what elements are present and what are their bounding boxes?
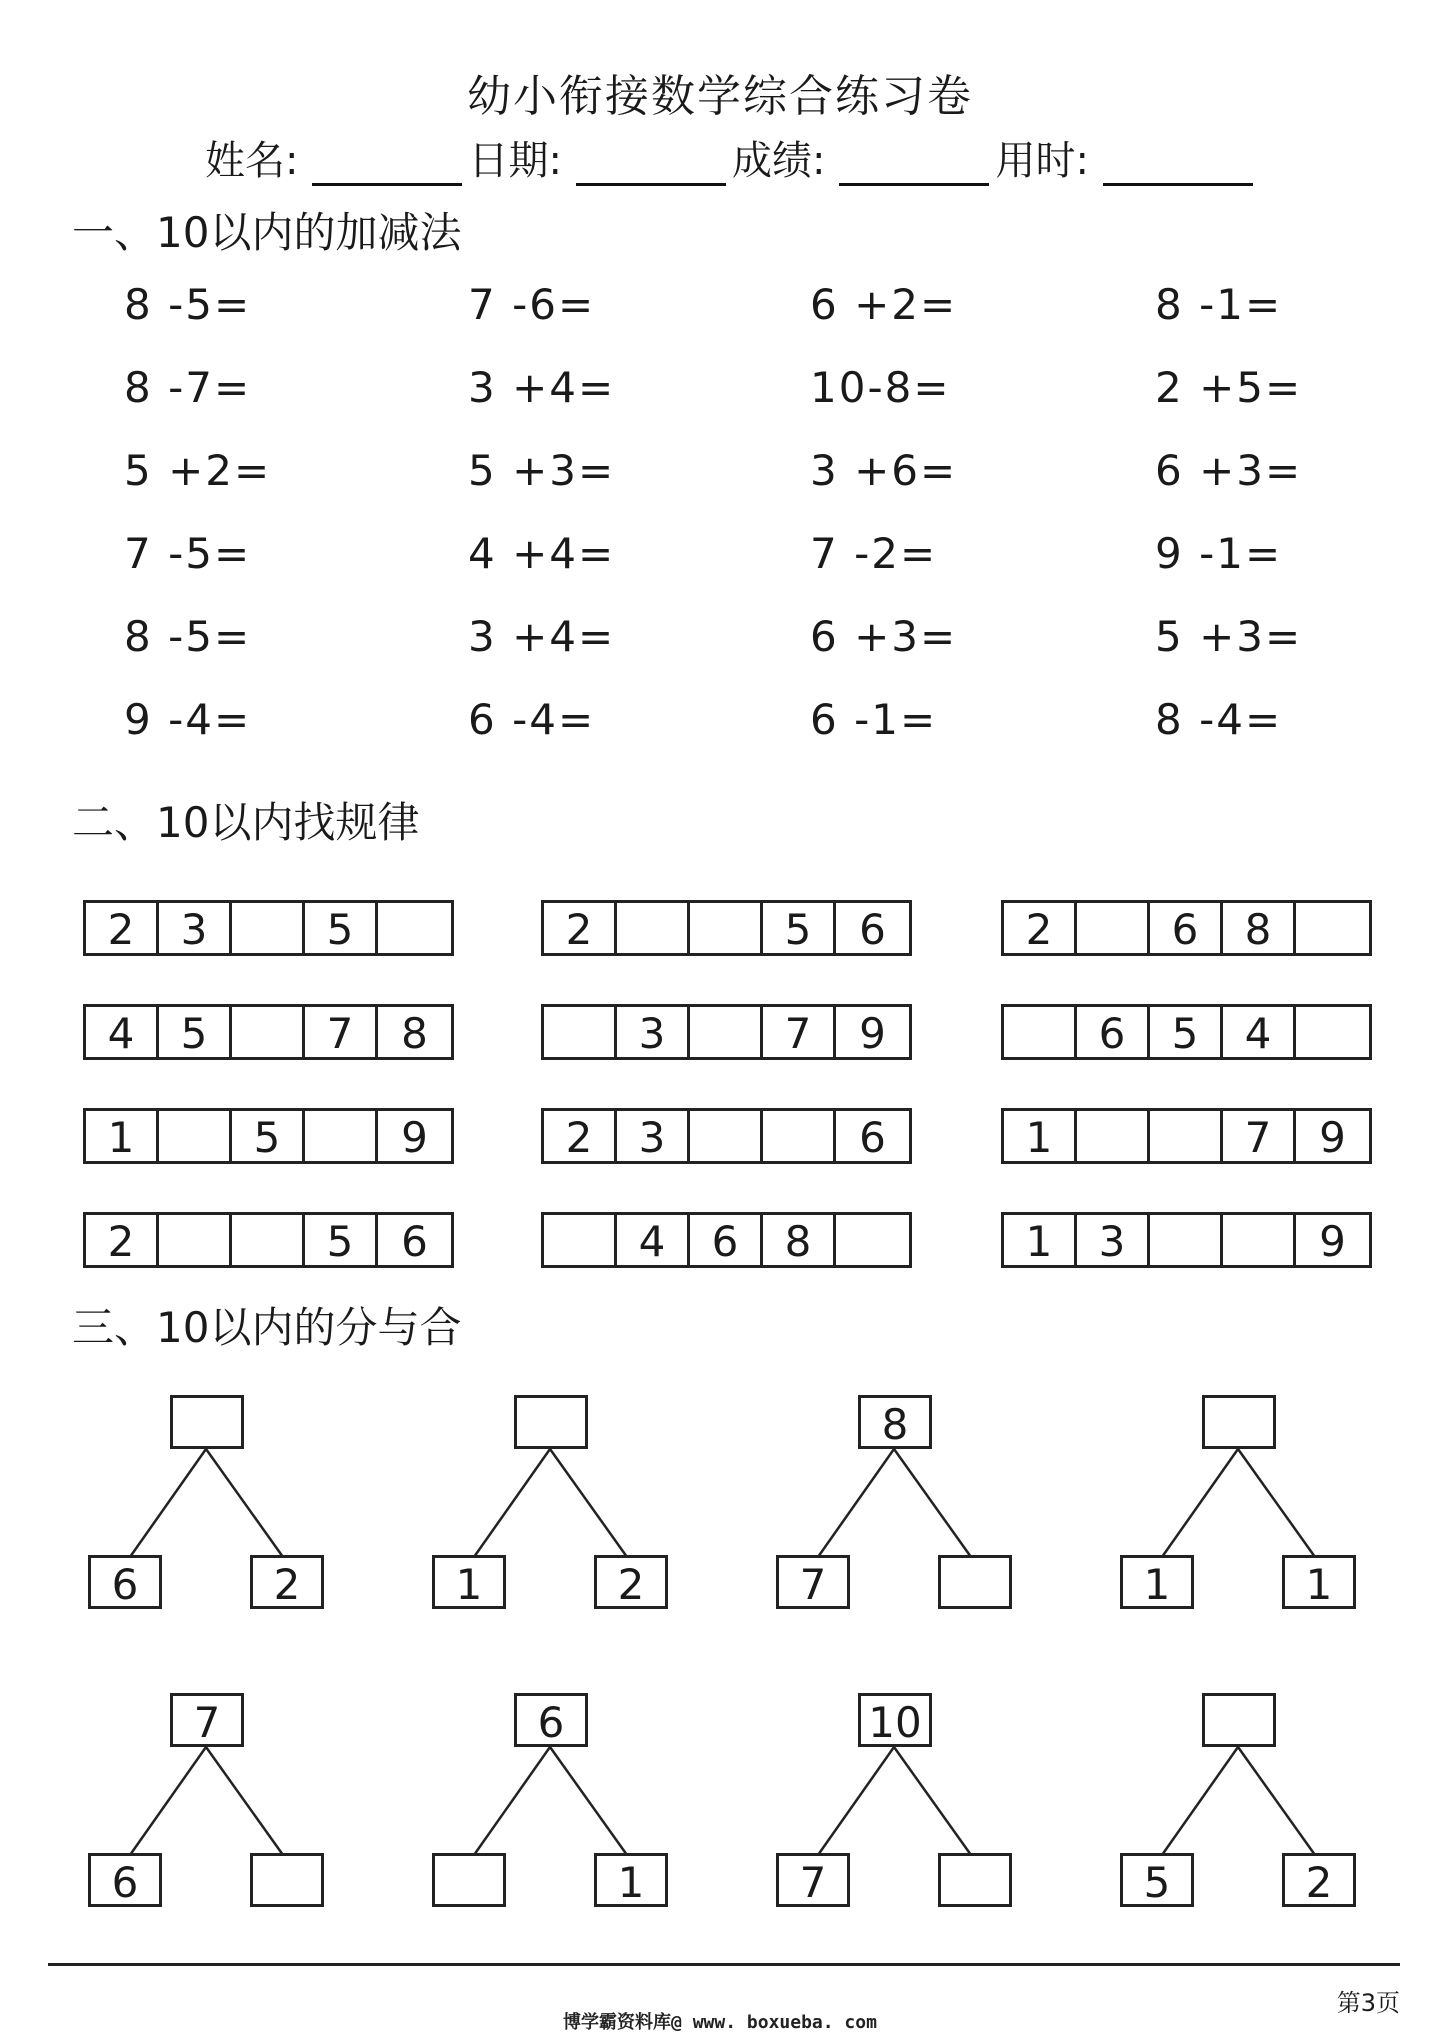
date-label: 日期: (468, 138, 562, 184)
bond-whole-box-blank[interactable] (170, 1395, 244, 1449)
pattern-cell: 1 (1004, 1215, 1077, 1265)
pattern-blank-cell[interactable] (1223, 1215, 1296, 1265)
score-blank[interactable] (839, 146, 989, 186)
bond-whole-box-blank[interactable] (1202, 1693, 1276, 1747)
arithmetic-problem: 3 +4= (468, 363, 616, 412)
pattern-sequence (83, 1108, 454, 1164)
bond-line-right (206, 1747, 283, 1855)
number-bond (88, 1395, 318, 1625)
pattern-cell: 2 (86, 903, 159, 953)
bond-part-right-box: 1 (594, 1853, 668, 1907)
pattern-cell: 5 (763, 903, 836, 953)
pattern-sequence (83, 900, 454, 956)
pattern-blank-cell[interactable] (1077, 903, 1150, 953)
pattern-sequence (1001, 1108, 1372, 1164)
bond-whole-box: 8 (858, 1395, 932, 1449)
score-field (732, 129, 995, 186)
number-bond (432, 1693, 662, 1923)
pattern-blank-cell[interactable] (763, 1111, 836, 1161)
arithmetic-problem: 10-8= (810, 363, 951, 412)
footer-divider (48, 1963, 1400, 1966)
pattern-cell: 4 (617, 1215, 690, 1265)
bond-line-right (550, 1449, 627, 1557)
arithmetic-problem: 6 +2= (810, 280, 958, 329)
pattern-cell: 1 (86, 1111, 159, 1161)
section-heading-arithmetic: 一、10以内的加减法 (72, 208, 462, 257)
time-blank[interactable] (1103, 146, 1253, 186)
worksheet-title: 幼小衔接数学综合练习卷 (467, 71, 973, 122)
pattern-cell: 3 (1077, 1215, 1150, 1265)
pattern-cell: 7 (1223, 1111, 1296, 1161)
bond-line-left (1162, 1449, 1238, 1557)
bond-whole-box: 10 (858, 1693, 932, 1747)
pattern-blank-cell[interactable] (690, 903, 763, 953)
pattern-cell: 6 (859, 1113, 886, 1162)
pattern-cell: 5 (159, 1007, 232, 1057)
arithmetic-problem: 7 -6= (468, 280, 596, 329)
arithmetic-problem: 7 -2= (810, 529, 938, 578)
bond-part-left-box: 1 (432, 1555, 506, 1609)
pattern-blank-cell[interactable] (1004, 1007, 1077, 1057)
bond-line-left (130, 1449, 206, 1557)
pattern-cell: 7 (763, 1007, 836, 1057)
pattern-cell: 6 (859, 905, 886, 954)
pattern-sequence (83, 1004, 454, 1060)
pattern-sequence (83, 1212, 454, 1268)
pattern-cell: 4 (1223, 1007, 1296, 1057)
pattern-cell: 5 (232, 1111, 305, 1161)
pattern-sequence (1001, 1004, 1372, 1060)
arithmetic-problem: 7 -5= (124, 529, 252, 578)
arithmetic-grid (0, 280, 1440, 780)
pattern-cell: 8 (1223, 903, 1296, 953)
pattern-blank-cell[interactable] (544, 1007, 617, 1057)
student-info-row (205, 130, 1259, 186)
pattern-cell: 7 (305, 1007, 378, 1057)
section-heading-patterns: 二、10以内找规律 (72, 798, 420, 847)
arithmetic-problem: 9 -1= (1155, 529, 1283, 578)
time-field (995, 129, 1258, 186)
arithmetic-problem: 6 -4= (468, 695, 596, 744)
number-bond (776, 1395, 1006, 1625)
bond-line-left (818, 1449, 894, 1557)
number-bond (1120, 1395, 1350, 1625)
bond-line-left (1162, 1747, 1238, 1855)
bond-part-right-box-blank[interactable] (938, 1853, 1012, 1907)
bond-line-left (818, 1747, 894, 1855)
pattern-cell: 3 (617, 1111, 690, 1161)
bond-part-right-box: 2 (250, 1555, 324, 1609)
pattern-grid (0, 895, 1440, 1295)
arithmetic-problem: 8 -5= (124, 280, 252, 329)
pattern-blank-cell[interactable] (1150, 1111, 1223, 1161)
pattern-cell: 9 (859, 1009, 886, 1058)
pattern-cell: 6 (401, 1217, 428, 1266)
bond-part-left-box: 6 (88, 1555, 162, 1609)
pattern-sequence (1001, 900, 1372, 956)
pattern-cell: 3 (617, 1007, 690, 1057)
pattern-cell: 5 (305, 1215, 378, 1265)
pattern-cell: 5 (305, 903, 378, 953)
bond-part-right-box-blank[interactable] (250, 1853, 324, 1907)
date-blank[interactable] (576, 146, 726, 186)
page-number: 第3页 (1336, 1989, 1400, 2017)
pattern-blank-cell[interactable] (617, 903, 690, 953)
pattern-blank-cell[interactable] (690, 1111, 763, 1161)
pattern-blank-cell[interactable] (544, 1215, 617, 1265)
bond-whole-box: 7 (170, 1693, 244, 1747)
bond-part-right-box-blank[interactable] (938, 1555, 1012, 1609)
section-heading-number-bonds: 三、10以内的分与合 (72, 1303, 462, 1352)
pattern-sequence (541, 1212, 912, 1268)
bond-whole-box-blank[interactable] (514, 1395, 588, 1449)
arithmetic-problem: 6 +3= (1155, 446, 1303, 495)
bond-line-right (1238, 1449, 1315, 1557)
pattern-blank-cell[interactable] (378, 903, 451, 953)
bond-part-left-box: 1 (1120, 1555, 1194, 1609)
number-bond (776, 1693, 1006, 1923)
pattern-cell: 2 (86, 1215, 159, 1265)
pattern-blank-cell[interactable] (305, 1111, 378, 1161)
arithmetic-problem: 6 +3= (810, 612, 958, 661)
pattern-cell: 9 (401, 1113, 428, 1162)
number-bond (88, 1693, 318, 1923)
pattern-cell: 4 (86, 1007, 159, 1057)
number-bond (1120, 1693, 1350, 1923)
bond-line-left (474, 1747, 550, 1855)
name-label: 姓名: (205, 138, 299, 184)
arithmetic-problem: 8 -7= (124, 363, 252, 412)
pattern-blank-cell[interactable] (232, 1215, 305, 1265)
bond-line-left (130, 1747, 206, 1855)
bond-whole-box-blank[interactable] (1202, 1395, 1276, 1449)
bond-line-right (206, 1449, 283, 1557)
bond-part-right-box: 2 (1282, 1853, 1356, 1907)
pattern-cell: 6 (1077, 1007, 1150, 1057)
time-label: 用时: (995, 138, 1089, 184)
arithmetic-problem: 5 +2= (124, 446, 272, 495)
arithmetic-problem: 6 -1= (810, 695, 938, 744)
number-bond (432, 1395, 662, 1625)
pattern-blank-cell[interactable] (159, 1111, 232, 1161)
pattern-sequence (541, 1108, 912, 1164)
bond-line-right (894, 1747, 971, 1855)
arithmetic-problem: 9 -4= (124, 695, 252, 744)
pattern-cell: 2 (544, 903, 617, 953)
arithmetic-problem: 5 +3= (468, 446, 616, 495)
score-label: 成绩: (731, 138, 826, 184)
pattern-cell: 8 (401, 1009, 428, 1058)
pattern-blank-cell[interactable] (836, 1215, 909, 1265)
pattern-cell: 2 (544, 1111, 617, 1161)
pattern-cell: 6 (690, 1215, 763, 1265)
pattern-blank-cell[interactable] (1296, 903, 1369, 953)
bond-line-right (894, 1449, 971, 1557)
pattern-blank-cell[interactable] (159, 1215, 232, 1265)
bond-part-right-box: 2 (594, 1555, 668, 1609)
arithmetic-problem: 4 +4= (468, 529, 616, 578)
pattern-sequence (541, 1004, 912, 1060)
arithmetic-problem: 8 -1= (1155, 280, 1283, 329)
bond-line-left (474, 1449, 550, 1557)
bond-line-right (1238, 1747, 1315, 1855)
pattern-cell: 6 (1150, 903, 1223, 953)
arithmetic-problem: 8 -5= (124, 612, 252, 661)
pattern-blank-cell[interactable] (1296, 1007, 1369, 1057)
name-blank[interactable] (312, 146, 462, 186)
pattern-cell: 9 (1319, 1113, 1346, 1162)
pattern-cell: 2 (1004, 903, 1077, 953)
pattern-cell: 3 (159, 903, 232, 953)
pattern-sequence (541, 900, 912, 956)
arithmetic-problem: 3 +4= (468, 612, 616, 661)
bond-part-right-box: 1 (1282, 1555, 1356, 1609)
pattern-cell: 8 (763, 1215, 836, 1265)
bond-part-left-box: 5 (1120, 1853, 1194, 1907)
pattern-blank-cell[interactable] (1077, 1111, 1150, 1161)
pattern-cell: 9 (1319, 1217, 1346, 1266)
watermark-text: 博学霸资料库@ www. boxueba. com (563, 2012, 877, 2033)
name-field (205, 129, 468, 186)
arithmetic-problem: 2 +5= (1155, 363, 1303, 412)
bond-part-left-box: 7 (776, 1555, 850, 1609)
pattern-blank-cell[interactable] (232, 1007, 305, 1057)
bond-part-left-box: 7 (776, 1853, 850, 1907)
bond-part-left-box: 6 (88, 1853, 162, 1907)
pattern-cell: 1 (1004, 1111, 1077, 1161)
arithmetic-problem: 8 -4= (1155, 695, 1283, 744)
pattern-blank-cell[interactable] (690, 1007, 763, 1057)
bond-part-left-box-blank[interactable] (432, 1853, 506, 1907)
bond-line-right (550, 1747, 627, 1855)
arithmetic-problem: 3 +6= (810, 446, 958, 495)
pattern-cell: 5 (1150, 1007, 1223, 1057)
pattern-blank-cell[interactable] (232, 903, 305, 953)
date-field (468, 129, 731, 186)
arithmetic-problem: 5 +3= (1155, 612, 1303, 661)
pattern-blank-cell[interactable] (1150, 1215, 1223, 1265)
bond-whole-box: 6 (514, 1693, 588, 1747)
pattern-sequence (1001, 1212, 1372, 1268)
